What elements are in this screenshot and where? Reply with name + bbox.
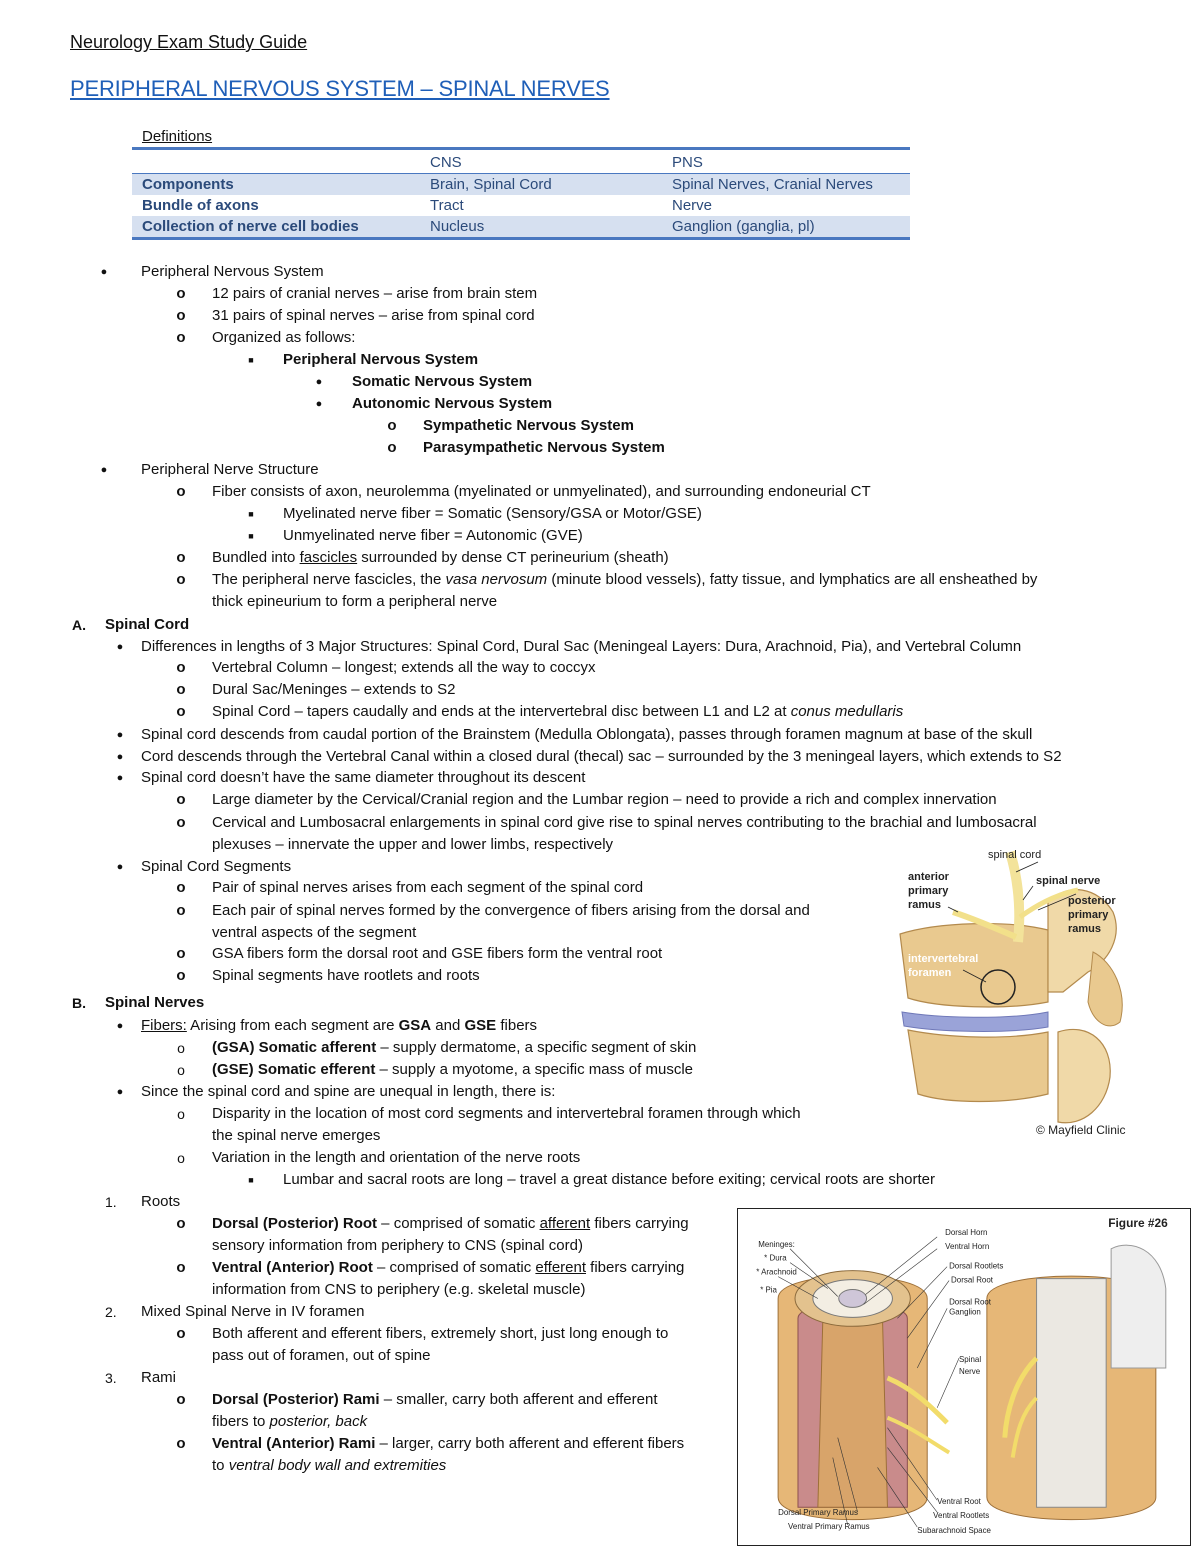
table-row-header: Bundle of axons bbox=[142, 197, 259, 214]
list-item-continuation: sensory information from periphery to CNS (spinal cord) bbox=[212, 1237, 583, 1254]
bullet-icon: ■ bbox=[248, 531, 254, 541]
label-spinal-nerve: spinal nerve bbox=[1036, 875, 1101, 887]
list-item: Spinal segments have rootlets and roots bbox=[212, 967, 480, 984]
list-item: Parasympathetic Nervous System bbox=[423, 439, 665, 456]
numbered-heading: Rami bbox=[141, 1369, 177, 1386]
bullet-icon: o bbox=[176, 483, 186, 500]
list-item: Somatic Nervous System bbox=[352, 373, 533, 390]
list-item: Peripheral Nerve Structure bbox=[141, 461, 319, 478]
list-item: Dural Sac/Meninges – extends to S2 bbox=[212, 681, 456, 698]
bullet-icon: ● bbox=[100, 464, 108, 476]
list-item: Cervical and Lumbosacral enlargements in spinal cord give rise to spinal nerves contributing to the brachial and lumbosacral bbox=[212, 814, 1037, 831]
list-item: Bundled into fascicles surrounded by dense CT perineurium (sheath) bbox=[212, 549, 669, 566]
list-item: Each pair of spinal nerves formed by the convergence of fibers arising from the dorsal and bbox=[212, 902, 810, 919]
label-dorsal-ramus: Dorsal Primary Ramus bbox=[778, 1508, 858, 1518]
numbered-heading: Mixed Spinal Nerve in IV foramen bbox=[141, 1303, 365, 1320]
list-item: Spinal Cord – tapers caudally and ends at the intervertebral disc between L1 and L2 at conus medullaris bbox=[212, 703, 904, 720]
table-cell: Ganglion (ganglia, pl) bbox=[662, 216, 910, 239]
bullet-icon: ■ bbox=[248, 509, 254, 519]
table-header: CNS bbox=[420, 149, 662, 174]
bullet-icon: o bbox=[176, 967, 186, 984]
list-item: Dorsal (Posterior) Rami – smaller, carry both afferent and efferent bbox=[212, 1391, 658, 1408]
spinal-cord-cross-section-figure bbox=[737, 1208, 1191, 1546]
bullet-icon: o bbox=[176, 1325, 186, 1342]
bullet-icon: o bbox=[176, 571, 186, 588]
list-item: The peripheral nerve fascicles, the vasa nervosum (minute blood vessels), fatty tissue, and lymphatics are all ensheathed by bbox=[212, 571, 1038, 588]
section-letter: B. bbox=[72, 995, 86, 1011]
list-item: Spinal Cord Segments bbox=[141, 858, 292, 875]
bullet-icon: o bbox=[176, 1435, 186, 1452]
bullet-icon: ■ bbox=[248, 1175, 254, 1185]
label-spinal-nerve: Spinal bbox=[959, 1355, 982, 1365]
label-anterior: primary bbox=[908, 885, 949, 897]
label-ventral-horn: Ventral Horn bbox=[945, 1241, 990, 1251]
label-ventral-ramus: Ventral Primary Ramus bbox=[788, 1522, 870, 1532]
bullet-icon: o bbox=[176, 1259, 186, 1276]
list-number: 1. bbox=[105, 1194, 117, 1210]
bullet-icon: ● bbox=[116, 729, 124, 741]
list-item: Peripheral Nervous System bbox=[283, 351, 479, 368]
bullet-icon: ● bbox=[116, 641, 124, 653]
credit-text: © Mayfield Clinic bbox=[1036, 1123, 1126, 1137]
label-dorsal-root: Dorsal Root bbox=[951, 1275, 993, 1285]
table-cell: Nucleus bbox=[420, 216, 662, 239]
label-spinal-nerve: Nerve bbox=[959, 1367, 981, 1377]
label-ventral-rootlets: Ventral Rootlets bbox=[933, 1511, 990, 1521]
list-item-continuation: fibers to posterior, back bbox=[212, 1413, 368, 1430]
table-cell: Nerve bbox=[672, 197, 713, 214]
list-item: Autonomic Nervous System bbox=[352, 395, 553, 412]
bullet-icon: o bbox=[176, 681, 186, 698]
list-item: Fibers: Arising from each segment are GSA and GSE fibers bbox=[141, 1017, 538, 1034]
list-item-continuation: information from CNS to periphery (e.g. skeletal muscle) bbox=[212, 1281, 586, 1298]
list-item: Dorsal (Posterior) Root – comprised of somatic afferent fibers carrying bbox=[212, 1215, 689, 1232]
bullet-icon: o bbox=[387, 439, 397, 456]
label-anterior: ramus bbox=[908, 899, 942, 911]
label-anterior: anterior bbox=[908, 871, 949, 883]
label-dorsal-root-ganglion: Ganglion bbox=[949, 1307, 981, 1317]
list-item-continuation: pass out of foramen, out of spine bbox=[212, 1347, 431, 1364]
figure-label: Figure #26 bbox=[1108, 1215, 1168, 1230]
label-dura: * Dura bbox=[764, 1253, 787, 1263]
list-item: Disparity in the location of most cord segments and intervertebral foramen through which bbox=[212, 1105, 801, 1122]
bullet-icon: ■ bbox=[248, 355, 254, 365]
bullet-icon: o bbox=[176, 879, 186, 896]
bullet-icon: o bbox=[176, 307, 186, 324]
label-intervertebral-foramen: foramen bbox=[908, 967, 952, 979]
table-header-row bbox=[132, 149, 910, 174]
bullet-icon: ● bbox=[315, 398, 323, 410]
label-pia: * Pia bbox=[760, 1285, 777, 1295]
bullet-icon: ● bbox=[100, 266, 108, 278]
list-item: Unmyelinated nerve fiber = Autonomic (GVE) bbox=[283, 527, 583, 544]
table-cell: Spinal Nerves, Cranial Nerves bbox=[662, 174, 910, 196]
list-item-continuation: thick epineurium to form a peripheral nerve bbox=[212, 593, 498, 610]
list-item: Organized as follows: bbox=[212, 329, 356, 346]
bullet-icon: o bbox=[177, 1150, 185, 1166]
bullet-icon: ● bbox=[116, 772, 124, 784]
bullet-icon: ● bbox=[116, 861, 124, 873]
list-item: Myelinated nerve fiber = Somatic (Sensory/GSA or Motor/GSE) bbox=[283, 505, 702, 522]
list-item: Pair of spinal nerves arises from each segment of the spinal cord bbox=[212, 879, 644, 896]
label-posterior: primary bbox=[1068, 909, 1109, 921]
label-spinal-cord: spinal cord bbox=[988, 849, 1042, 861]
bullet-icon: o bbox=[177, 1040, 185, 1056]
list-item: Spinal cord doesn’t have the same diameter throughout its descent bbox=[141, 769, 586, 786]
label-posterior: posterior bbox=[1068, 895, 1116, 907]
definitions-label: Definitions bbox=[142, 128, 213, 145]
bullet-icon: o bbox=[176, 329, 186, 346]
label-posterior: ramus bbox=[1068, 923, 1102, 935]
bullet-icon: o bbox=[176, 285, 186, 302]
list-item: (GSE) Somatic efferent – supply a myotome, a specific mass of muscle bbox=[212, 1061, 693, 1078]
spinal-nerve-illustration bbox=[898, 842, 1144, 1142]
list-item: Large diameter by the Cervical/Cranial region and the Lumbar region – need to provide a rich and complex innervation bbox=[212, 791, 997, 808]
list-item: 12 pairs of cranial nerves – arise from brain stem bbox=[212, 285, 538, 302]
list-item: Peripheral Nervous System bbox=[141, 263, 324, 280]
label-ventral-root: Ventral Root bbox=[937, 1497, 981, 1507]
bullet-icon: o bbox=[176, 945, 186, 962]
table-row bbox=[132, 195, 910, 216]
table-row bbox=[132, 216, 910, 239]
section-letter: A. bbox=[72, 617, 86, 633]
label-meninges: Meninges: bbox=[758, 1239, 795, 1249]
bullet-icon: ● bbox=[116, 751, 124, 763]
list-item: Variation in the length and orientation of the nerve roots bbox=[212, 1149, 581, 1166]
bullet-icon: ● bbox=[315, 376, 323, 388]
list-item: Lumbar and sacral roots are long – travel a great distance before exiting; cervical roots are shorter bbox=[283, 1171, 936, 1188]
bullet-icon: o bbox=[177, 1062, 185, 1078]
list-item: Since the spinal cord and spine are unequal in length, there is: bbox=[141, 1083, 556, 1100]
bullet-icon: o bbox=[176, 549, 186, 566]
label-dorsal-rootlets: Dorsal Rootlets bbox=[949, 1261, 1004, 1271]
section-title: PERIPHERAL NERVOUS SYSTEM – SPINAL NERVES bbox=[70, 76, 610, 101]
table-header bbox=[132, 149, 420, 174]
list-item: Ventral (Anterior) Root – comprised of somatic efferent fibers carrying bbox=[212, 1259, 685, 1276]
bullet-icon: o bbox=[176, 902, 186, 919]
list-number: 2. bbox=[105, 1304, 117, 1320]
table-row-header: Components bbox=[132, 174, 420, 196]
bullet-icon: o bbox=[387, 417, 397, 434]
definitions-table bbox=[132, 147, 910, 240]
table-header: PNS bbox=[662, 149, 910, 174]
bullet-icon: o bbox=[176, 703, 186, 720]
label-arachnoid: * Arachnoid bbox=[756, 1267, 797, 1277]
document-title: Neurology Exam Study Guide bbox=[70, 32, 308, 52]
bullet-icon: o bbox=[176, 1215, 186, 1232]
table-row bbox=[132, 174, 910, 196]
list-item: (GSA) Somatic afferent – supply dermatome, a specific segment of skin bbox=[212, 1039, 697, 1056]
label-intervertebral-foramen: intervertebral bbox=[908, 953, 979, 965]
list-item: Ventral (Anterior) Rami – larger, carry both afferent and efferent fibers bbox=[212, 1435, 685, 1452]
list-item-continuation: the spinal nerve emerges bbox=[212, 1127, 381, 1144]
list-item: Vertebral Column – longest; extends all the way to coccyx bbox=[212, 659, 596, 676]
label-dorsal-horn: Dorsal Horn bbox=[945, 1227, 988, 1237]
label-dorsal-root-ganglion: Dorsal Root bbox=[949, 1297, 992, 1307]
numbered-heading: Roots bbox=[141, 1193, 181, 1210]
list-item: Fiber consists of axon, neurolemma (myelinated or unmyelinated), and surrounding endoneurial CT bbox=[212, 483, 871, 500]
table-row-header: Collection of nerve cell bodies bbox=[132, 216, 420, 239]
bullet-icon: o bbox=[177, 1106, 185, 1122]
bullet-icon: o bbox=[176, 1391, 186, 1408]
list-item: Cord descends through the Vertebral Canal within a closed dural (thecal) sac – surrounded by the 3 meningeal layers, which extends to S2 bbox=[141, 748, 1062, 765]
bullet-icon: o bbox=[176, 659, 186, 676]
subsection-heading: Spinal Cord bbox=[105, 616, 190, 633]
list-item-continuation: to ventral body wall and extremities bbox=[212, 1457, 447, 1474]
list-item-continuation: ventral aspects of the segment bbox=[212, 924, 417, 941]
label-subarachnoid-space: Subarachnoid Space bbox=[917, 1526, 991, 1536]
list-item: Differences in lengths of 3 Major Structures: Spinal Cord, Dural Sac (Meningeal Layers: Dura, Arachnoid, Pia), and Vertebral Column bbox=[141, 638, 1022, 655]
bullet-icon: ● bbox=[116, 1020, 124, 1032]
table-cell: Brain, Spinal Cord bbox=[420, 174, 662, 196]
list-item-continuation: plexuses – innervate the upper and lower limbs, respectively bbox=[212, 836, 614, 853]
bullet-icon: o bbox=[176, 791, 186, 808]
bullet-icon: o bbox=[176, 814, 186, 831]
list-item: GSA fibers form the dorsal root and GSE fibers form the ventral root bbox=[212, 945, 663, 962]
list-item: 31 pairs of spinal nerves – arise from spinal cord bbox=[212, 307, 535, 324]
table-cell: Tract bbox=[430, 197, 464, 214]
list-item: Both afferent and efferent fibers, extremely short, just long enough to bbox=[212, 1325, 669, 1342]
list-item: Spinal cord descends from caudal portion of the Brainstem (Medulla Oblongata), passes through foramen magnum at base of the skull bbox=[141, 726, 1033, 743]
subsection-heading: Spinal Nerves bbox=[105, 994, 205, 1011]
bullet-icon: ● bbox=[116, 1086, 124, 1098]
list-number: 3. bbox=[105, 1370, 117, 1386]
list-item: Sympathetic Nervous System bbox=[423, 417, 634, 434]
